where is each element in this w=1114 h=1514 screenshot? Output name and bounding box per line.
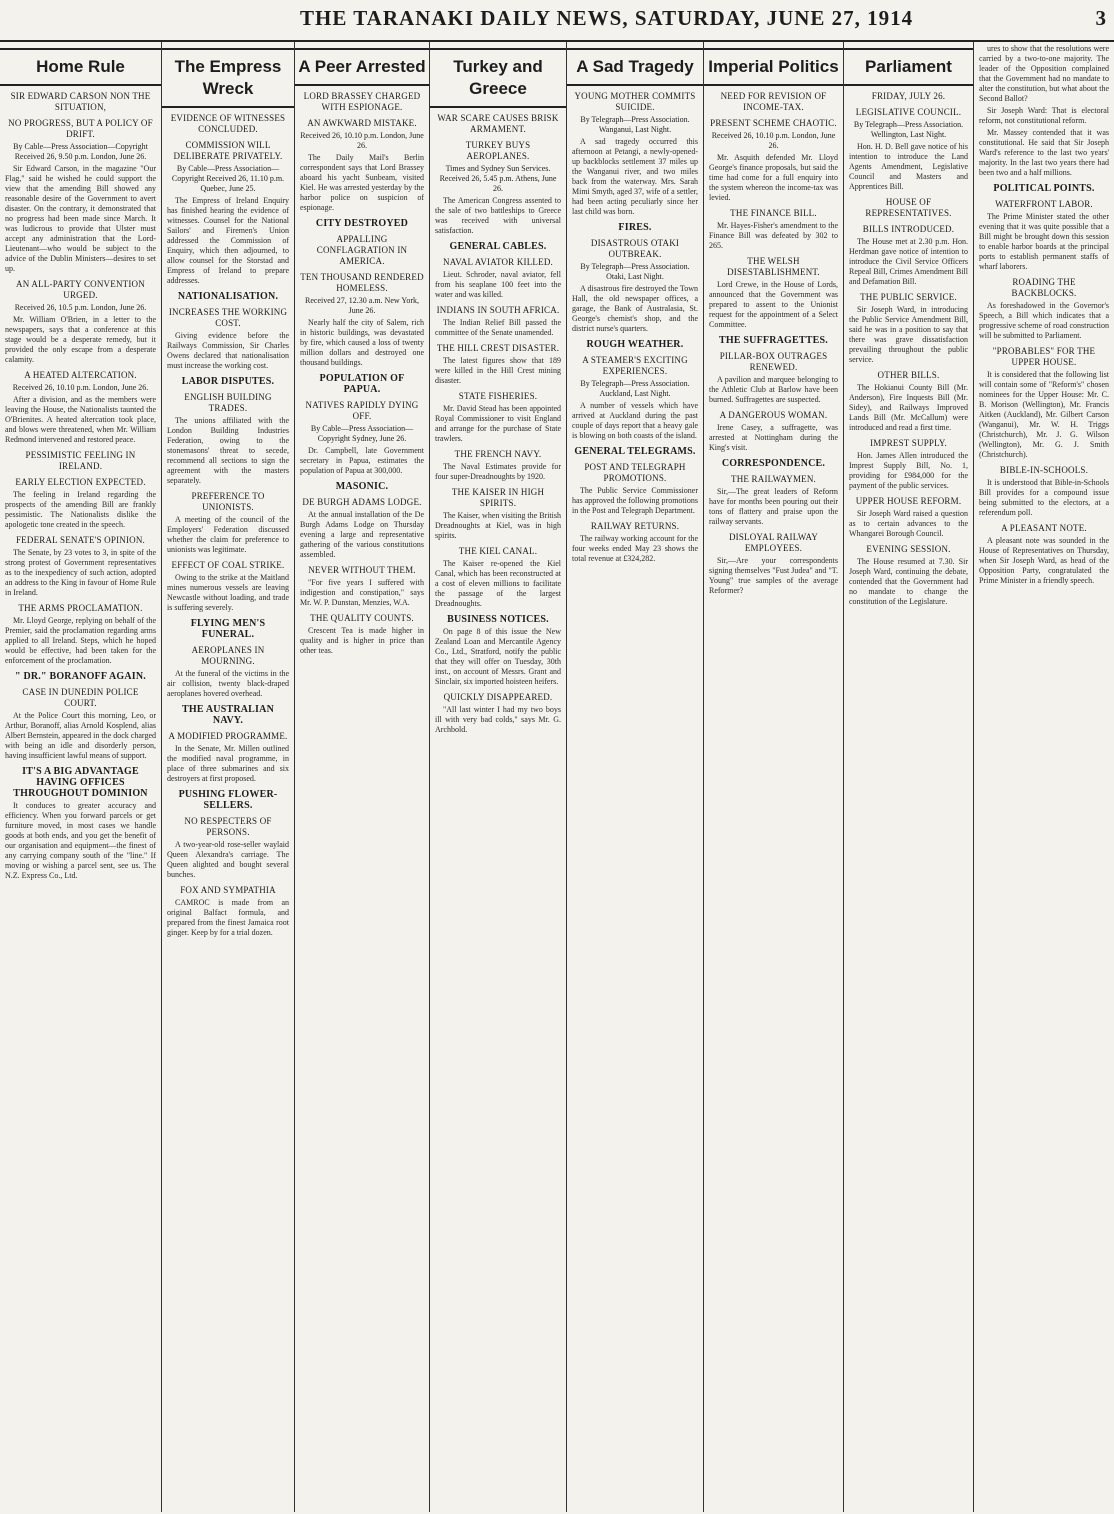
article-paragraph: Mr. Massey contended that it was constitutional. He said that Sir Joseph Ward's reference to the last two years' majority. In the last two years there had been two and a half millions. xyxy=(979,128,1109,177)
subheading: NEVER WITHOUT THEM. xyxy=(308,565,416,575)
article-paragraph: Mr. David Stead has been appointed Royal Commissioner to visit England and arrange for the purchase of State trawlers. xyxy=(435,404,561,443)
article-paragraph: At the funeral of the victims in the air collision, twenty black-draped aeroplanes hovered overhead. xyxy=(167,669,289,698)
subheading: EFFECT OF COAL STRIKE. xyxy=(171,560,285,570)
subheading: HOUSE OF REPRESENTATIVES. xyxy=(865,197,952,218)
article-paragraph: Dr. Campbell, late Government secretary in Papua, estimates the population of Papua at 300,000. xyxy=(300,446,424,475)
article-paragraph: The latest figures show that 189 were killed in the Hill Crest mining disaster. xyxy=(435,356,561,385)
article-paragraph: ures to show that the resolutions were carried by a two-to-one majority. The leader of the Opposition complained that the Government had no mandate to alter the constitution, but what about the Second Ballot? xyxy=(979,44,1109,103)
article-paragraph: A meeting of the council of the Employers' Federation discussed whether the claim for preference to unionists was legitimate. xyxy=(167,515,289,554)
subheading: POLITICAL POINTS. xyxy=(993,183,1095,194)
article-paragraph: Nearly half the city of Salem, rich in historic buildings, was devastated by fire, which caused a loss of twenty million dollars and destroyed one thousand buildings. xyxy=(300,318,424,367)
subheading: WATERFRONT LABOR. xyxy=(995,199,1093,209)
article-paragraph: The American Congress assented to the sale of two battleships to Greece was received with universal satisfaction. xyxy=(435,196,561,235)
article-paragraph: Giving evidence before the Railways Commission, Sir Charles Owens declared that nationalisation must increase the working cost. xyxy=(167,331,289,370)
subheading: THE WELSH DISESTABLISHMENT. xyxy=(727,256,820,277)
subheading: EVENING SESSION. xyxy=(866,544,951,554)
article-paragraph: The feeling in Ireland regarding the prospects of the amending Bill are frankly pessimistic. The Nationalists dislike the apologetic tone created in the speech. xyxy=(5,490,156,529)
article-paragraph: The Public Service Commissioner has approved the following promotions in the Post and Telegraph Department. xyxy=(572,486,698,515)
article-paragraph: The Naval Estimates provide for four super-Dreadnoughts by 1920. xyxy=(435,462,561,481)
subheading: BIBLE-IN-SCHOOLS. xyxy=(999,465,1089,475)
column-empress-wreck xyxy=(162,42,295,1512)
article-paragraph: Crescent Tea is made higher in quality and is higher in price than other teas. xyxy=(300,626,424,655)
dateline: By Cable—Press Association—Copyright Sydney, June 26. xyxy=(310,424,414,443)
article-columns xyxy=(0,42,1114,1512)
subheading: BILLS INTRODUCED. xyxy=(862,224,955,234)
subheading: THE ARMS PROCLAMATION. xyxy=(18,603,143,613)
subheading: FEDERAL SENATE'S OPINION. xyxy=(15,535,146,545)
subheading: AEROPLANES IN MOURNING. xyxy=(191,645,265,666)
masthead xyxy=(0,0,1114,42)
article-paragraph: It is considered that the following list will contain some of "Reform's" chosen nominees for the Upper House: Mr. C. B. Morison (Wellington), Mr. Francis Aitken (Auckland), Mr. Gilbert Carson (Wanganui), Mr. W. H. Triggs (Christchurch), Mr. J. G. Wilson (Wellington), Mr. G. J. Smith (Christchurch). xyxy=(979,370,1109,459)
article-paragraph: On page 8 of this issue the New Zealand Loan and Mercantile Agency Co., Ltd., Stratford, notify the public that they will offer on Tuesday, 30th inst., on account of Messrs. Grant and Sinclair, six imported hoisteen heifers. xyxy=(435,627,561,686)
dateline: By Telegraph—Press Association. Wanganui, Last Night. xyxy=(580,115,690,134)
column-political-points xyxy=(974,42,1114,1512)
column-parliament xyxy=(844,42,974,1512)
column-heading: Turkey and Greece xyxy=(430,48,566,108)
subheading: FRIDAY, JULY 26. xyxy=(871,91,946,101)
subheading: A DANGEROUS WOMAN. xyxy=(719,410,828,420)
subheading: TURKEY BUYS AEROPLANES. xyxy=(465,140,531,161)
dateline: Times and Sydney Sun Services. Received 26, 5.45 p.m. Athens, June 26. xyxy=(439,164,557,193)
subheading: IMPREST SUPPLY. xyxy=(870,438,947,448)
column-heading: A Sad Tragedy xyxy=(567,48,703,86)
subheading: THE KAISER IN HIGH SPIRITS. xyxy=(451,487,545,508)
article-paragraph: It is understood that Bible-in-Schools Bill provides for a compound issue being submitted to the electors, at a referendum poll. xyxy=(979,478,1109,517)
subheading: COMMISSION WILL DELIBERATE PRIVATELY. xyxy=(173,140,283,161)
article-paragraph: Mr. Lloyd George, replying on behalf of the Premier, said the proclamation regarding arms applied to all Ireland. Steps, which he hoped would be effective, had been taken for the enforcement of the proclamation. xyxy=(5,616,156,665)
subheading: LORD BRASSEY CHARGED WITH ESPIONAGE. xyxy=(303,91,421,112)
article-paragraph: As foreshadowed in the Governor's Speech, a Bill which indicates that a progressive scheme of road construction will be submitted to Parliament. xyxy=(979,301,1109,340)
subheading: WAR SCARE CAUSES BRISK ARMAMENT. xyxy=(437,113,559,134)
subheading: DISASTROUS OTAKI OUTBREAK. xyxy=(590,238,680,259)
article-paragraph: The Kaiser, when visiting the British Dreadnoughts at Kiel, was in high spirits. xyxy=(435,511,561,540)
subheading: NATIVES RAPIDLY DYING OFF. xyxy=(305,400,419,421)
subheading: PILLAR-BOX OUTRAGES RENEWED. xyxy=(719,351,828,372)
subheading: MASONIC. xyxy=(335,481,389,492)
subheading: GENERAL TELEGRAMS. xyxy=(574,446,696,457)
subheading: NAVAL AVIATOR KILLED. xyxy=(443,257,553,267)
article-paragraph: CAMROC is made from an original Balfact formula, and prepared from the finest Jamaica root ginger. Keep by for a trial dozen. xyxy=(167,898,289,937)
subheading: THE QUALITY COUNTS. xyxy=(310,613,414,623)
subheading: " DR." BORANOFF AGAIN. xyxy=(15,671,146,682)
subheading: A HEATED ALTERCATION. xyxy=(24,370,137,380)
column-home-rule xyxy=(0,42,162,1512)
subheading: OTHER BILLS. xyxy=(877,370,940,380)
subheading: FLYING MEN'S FUNERAL. xyxy=(190,618,266,640)
article-paragraph: The House met at 2.30 p.m. Hon. Herdman gave notice of intention to introduce the Civil Service Officers Repeal Bill, Crimes Amendment Bill and Defamation Bill. xyxy=(849,237,968,286)
article-paragraph: Mr. William O'Brien, in a letter to the newspapers, says that a conference at this stage would be a desperate remedy, but it provided the only escape from a desperate calamity. xyxy=(5,315,156,364)
subheading: RAILWAY RETURNS. xyxy=(590,521,680,531)
subheading: INCREASES THE WORKING COST. xyxy=(168,307,288,328)
subheading: EVIDENCE OF WITNESSES CONCLUDED. xyxy=(170,113,286,134)
subheading: A MODIFIED PROGRAMME. xyxy=(168,731,288,741)
column-sad-tragedy xyxy=(567,42,704,1512)
subheading: EARLY ELECTION EXPECTED. xyxy=(15,477,146,487)
dateline: By Telegraph—Press Association. Wellington, Last Night. xyxy=(853,120,964,139)
subheading: LABOR DISPUTES. xyxy=(181,376,275,387)
article-paragraph: The Kaiser re-opened the Kiel Canal, which has been reconstructed at a cost of eleven millions to facilitate the passage of the largest Dreadnoughts. xyxy=(435,559,561,608)
subheading: NO RESPECTERS OF PERSONS. xyxy=(184,816,272,837)
column-heading: Imperial Politics xyxy=(704,48,843,86)
subheading: INDIANS IN SOUTH AFRICA. xyxy=(436,305,560,315)
subheading: POPULATION OF PAPUA. xyxy=(319,373,405,395)
column-heading: Parliament xyxy=(844,48,973,86)
column-turkey-greece xyxy=(430,42,567,1512)
subheading: NO PROGRESS, BUT A POLICY OF DRIFT. xyxy=(8,118,153,139)
subheading: TEN THOUSAND RENDERED HOMELESS. xyxy=(300,272,424,293)
subheading: THE FINANCE BILL. xyxy=(730,208,817,218)
article-paragraph: "All last winter I had my two boys ill with very bad colds," says Mr. G. Archbold. xyxy=(435,705,561,734)
subheading: CITY DESTROYED xyxy=(315,218,409,229)
subheading: THE KIEL CANAL. xyxy=(458,546,538,556)
dateline: By Cable—Press Association—Copyright Received 26, 11.10 p.m. Quebec, June 25. xyxy=(171,164,285,193)
subheading: THE PUBLIC SERVICE. xyxy=(860,292,957,302)
subheading: ROADING THE BACKBLOCKS. xyxy=(1011,277,1077,298)
article-paragraph: A sad tragedy occurred this afternoon at Petangi, a newly-opened-up backblocks settlement 37 miles up the Wanganui river, and two miles back from the waterway. Mrs. Sarah Mimi Smyth, aged 37, wife of a settler, had been acting peculiarly since her last child was born. xyxy=(572,137,698,216)
article-paragraph: The Daily Mail's Berlin correspondent says that Lord Brassey aboard his yacht Sunbeam, visited Kiel. He was arrested yesterday by the harbor police on suspicion of espionage. xyxy=(300,153,424,212)
article-paragraph: "For five years I suffered with indigestion and constipation," says Mr. W. P. Dunstan, Menzies, W.A. xyxy=(300,578,424,607)
article-paragraph: Sir Joseph Ward: That is electoral reform, not constitutional reform. xyxy=(979,106,1109,125)
masthead-title: THE TARANAKI DAILY NEWS, SATURDAY, JUNE 27, 1914 xyxy=(300,6,914,30)
subheading: THE AUSTRALIAN NAVY. xyxy=(182,704,274,726)
subheading: QUICKLY DISAPPEARED. xyxy=(443,692,553,702)
article-paragraph: A pleasant note was sounded in the House of Representatives on Thursday, when Sir Joseph Ward, as head of the Opposition Party, congratulated the Prime Minister in a friendly speech. xyxy=(979,536,1109,585)
article-paragraph: The Indian Relief Bill passed the committee of the Senate unamended. xyxy=(435,318,561,337)
subheading: AN ALL-PARTY CONVENTION URGED. xyxy=(16,279,145,300)
subheading: ROUGH WEATHER. xyxy=(586,339,684,350)
article-paragraph: Sir,—The great leaders of Reform have for months been pouring out their tons of flattery and praise upon the railway servants. xyxy=(709,487,838,526)
subheading: CORRESPONDENCE. xyxy=(721,458,826,469)
subheading: PESSIMISTIC FEELING IN IRELAND. xyxy=(25,450,136,471)
subheading: UPPER HOUSE REFORM. xyxy=(855,496,962,506)
subheading: NEED FOR REVISION OF INCOME-TAX. xyxy=(720,91,827,112)
subheading: A PLEASANT NOTE. xyxy=(1001,523,1087,533)
article-paragraph: Sir Joseph Ward raised a question as to certain advances to the Whangarei Borough Council. xyxy=(849,509,968,538)
article-paragraph: Mr. Asquith defended Mr. Lloyd George's finance proposals, but said the time had come for a full enquiry into the system whereon the income-tax was levied. xyxy=(709,153,838,202)
dateline: Received 26, 10.10 p.m. London, June 26. xyxy=(12,383,149,392)
dateline: Received 27, 12.30 a.m. New York, June 26. xyxy=(305,296,419,315)
article-paragraph: In the Senate, Mr. Millen outlined the modified naval programme, in place of three submarines and six destroyers at first proposed. xyxy=(167,744,289,783)
article-paragraph: It conduces to greater accuracy and efficiency. When you forward parcels or get furniture moved, in most cases we handle goods at both ends, and you get the benefit of our organisation and equipment—the finest of any carrying company south of the "line." If moving or wishing a parcel sent, see us. The N.Z. Express Co., Ltd. xyxy=(5,801,156,880)
subheading: THE HILL CREST DISASTER. xyxy=(436,343,560,353)
article-paragraph: After a division, and as the members were leaving the House, the Nationalists taunted the O'Brienites. A heated altercation took place, and blows were threatened, when Mr. William Redmond intervened and restored peace. xyxy=(5,395,156,444)
dateline: By Cable—Press Association—Copyright Received 26, 9.50 p.m. London, June 26. xyxy=(13,142,148,161)
article-paragraph: At the Police Court this morning, Leo, or Arthur, Boranoff, alias Arnold Kosplend, alias Albert Bernstein, appeared in the dock charged with being an idle and disorderly person, having insufficient lawful means of support. xyxy=(5,711,156,760)
subheading: THE RAILWAYMEN. xyxy=(731,474,816,484)
subheading: POST AND TELEGRAPH PROMOTIONS. xyxy=(584,462,686,483)
column-heading: The Empress Wreck xyxy=(162,48,294,108)
subheading: FIRES. xyxy=(618,222,652,233)
subheading: PRESENT SCHEME CHAOTIC. xyxy=(710,118,837,128)
subheading: GENERAL CABLES. xyxy=(449,241,547,252)
subheading: ENGLISH BUILDING TRADES. xyxy=(184,392,272,413)
subheading: DE BURGH ADAMS LODGE. xyxy=(302,497,422,507)
subheading: STATE FISHERIES. xyxy=(458,391,538,401)
subheading: LEGISLATIVE COUNCIL. xyxy=(855,107,962,117)
subheading: YOUNG MOTHER COMMITS SUICIDE. xyxy=(574,91,696,112)
page-number: 3 xyxy=(1095,6,1106,30)
subheading: NATIONALISATION. xyxy=(177,291,279,302)
dateline: Received 26, 10.5 p.m. London, June 26. xyxy=(14,303,147,312)
article-paragraph: Hon. H. D. Bell gave notice of his intention to introduce the Land Agents Amendment, Legislative Council and Masters and Apprentices Bill. xyxy=(849,142,968,191)
dateline: By Telegraph—Press Association. Auckland, Last Night. xyxy=(580,379,690,398)
subheading: "PROBABLES" FOR THE UPPER HOUSE. xyxy=(992,346,1096,367)
article-paragraph: The House resumed at 7.30. Sir Joseph Ward, continuing the debate, contended that the Government had no mandate to change the constitution of the Legislature. xyxy=(849,557,968,606)
dateline: Received 26, 10.10 p.m. London, June 26. xyxy=(711,131,836,150)
article-paragraph: Sir Joseph Ward, in introducing the Public Service Amendment Bill, said he was in a position to say that there was grave dissatisfaction prevailing throughout the public service. xyxy=(849,305,968,364)
article-paragraph: A disastrous fire destroyed the Town Hall, the old newspaper offices, a garage, the Bank of Australasia, St. George's chemist's shop, and the district nurse's quarters. xyxy=(572,284,698,333)
subheading: PUSHING FLOWER-SELLERS. xyxy=(178,789,278,811)
article-paragraph: The railway working account for the four weeks ended May 23 shows the total revenue at £324,282. xyxy=(572,534,698,563)
article-paragraph: The Empress of Ireland Enquiry has finished hearing the evidence of witnesses. Counsel for the National Sailors' and Firemen's Union addressed the Commission of Enquiry, which then adjourned, to allow counsel for the Storstad and Empress of Ireland to prepare addresses. xyxy=(167,196,289,285)
subheading: A STEAMER'S EXCITING EXPERIENCES. xyxy=(582,355,688,376)
article-paragraph: The Hokianui County Bill (Mr. Anderson), Fire Inquests Bill (Mr. Sidey), and Railways Improved Lands Bill (Mr. McCallum) were introduced and read a first time. xyxy=(849,383,968,432)
article-paragraph: Lieut. Schroder, naval aviator, fell from his seaplane 100 feet into the water and was killed. xyxy=(435,270,561,299)
subheading: DISLOYAL RAILWAY EMPLOYEES. xyxy=(728,532,819,553)
article-paragraph: Irene Casey, a suffragette, was arrested at Nottingham during the King's visit. xyxy=(709,423,838,452)
subheading: THE SUFFRAGETTES. xyxy=(719,335,828,346)
subheading: IT'S A BIG ADVANTAGE HAVING OFFICES THROUGHOUT DOMINION xyxy=(13,766,148,799)
article-paragraph: A number of vessels which have arrived at Auckland during the past couple of days report that a heavy gale is blowing on both coasts of the island. xyxy=(572,401,698,440)
article-paragraph: The Senate, by 23 votes to 3, in spite of the strong protest of Government representatives as to the inexpediency of such action, adopted an address to the King in favour of Home Rule in Ireland. xyxy=(5,548,156,597)
subheading: APPALLING CONFLAGRATION IN AMERICA. xyxy=(316,234,408,266)
article-paragraph: The unions affiliated with the London Building Industries Federation, owing to the stonemasons' threat to secede, recommend all sections to sign the agreement with the masters separately. xyxy=(167,416,289,485)
article-paragraph: Sir Edward Carson, in the magazine "Our Flag," said he wished he could support the view that the amending Bill showed any reasonable desire of the Government to avert disaster. On the contrary, it demonstrated that no progress had been made since March. It was ludicrous to provide that Ulster must accept any administration that the Lord-Lieutenant—who would be subject to the advice of the Dublin Ministers—desires to set up. xyxy=(5,164,156,273)
subheading: PREFERENCE TO UNIONISTS. xyxy=(191,491,265,512)
article-paragraph: A pavilion and marquee belonging to the Athletic Club at Barlow have been burned. Suffragettes are suspected. xyxy=(709,375,838,404)
article-paragraph: Lord Crewe, in the House of Lords, announced that the Government was prepared to assent to the Unionist request for the appointment of a Select Committee. xyxy=(709,280,838,329)
article-paragraph: Hon. James Allen introduced the Imprest Supply Bill, No. 1, providing for £984,000 for the payment of the public services. xyxy=(849,451,968,490)
column-heading: Home Rule xyxy=(0,48,161,86)
dateline: By Telegraph—Press Association. Otaki, Last Night. xyxy=(580,262,690,281)
article-paragraph: Sir,—Are your correspondents signing themselves "Fust Judea" and "T. Young" true samples of the average Reformer? xyxy=(709,556,838,595)
article-paragraph: Owing to the strike at the Maitland mines numerous vessels are leaving Newcastle without loading, and trade is suffering severely. xyxy=(167,573,289,612)
dateline: Received 26, 10.10 p.m. London, June 26. xyxy=(300,131,424,150)
article-paragraph: Mr. Hayes-Fisher's amendment to the Finance Bill was defeated by 302 to 265. xyxy=(709,221,838,250)
article-paragraph: At the annual installation of the De Burgh Adams Lodge on Thursday evening a large and representative gathering of the various constitutions assembled. xyxy=(300,510,424,559)
column-imperial-politics xyxy=(704,42,844,1512)
subheading: FOX AND SYMPATHIA xyxy=(180,885,276,895)
subheading: CASE IN DUNEDIN POLICE COURT. xyxy=(22,687,139,708)
subheading: BUSINESS NOTICES. xyxy=(447,614,549,625)
column-heading: A Peer Arrested xyxy=(295,48,429,86)
subheading: THE FRENCH NAVY. xyxy=(454,449,542,459)
article-paragraph: The Prime Minister stated the other evening that it was quite possible that a Bill might be brought down this session to enable harbor boards at the principal ports to establish permanent staffs of wharf laborers. xyxy=(979,212,1109,271)
subheading: SIR EDWARD CARSON NON THE SITUATION, xyxy=(10,91,151,112)
subheading: AN AWKWARD MISTAKE. xyxy=(307,118,417,128)
column-peer-arrested xyxy=(295,42,430,1512)
article-paragraph: A two-year-old rose-seller waylaid Queen Alexandra's carriage. The Queen alighted and bought several bunches. xyxy=(167,840,289,879)
